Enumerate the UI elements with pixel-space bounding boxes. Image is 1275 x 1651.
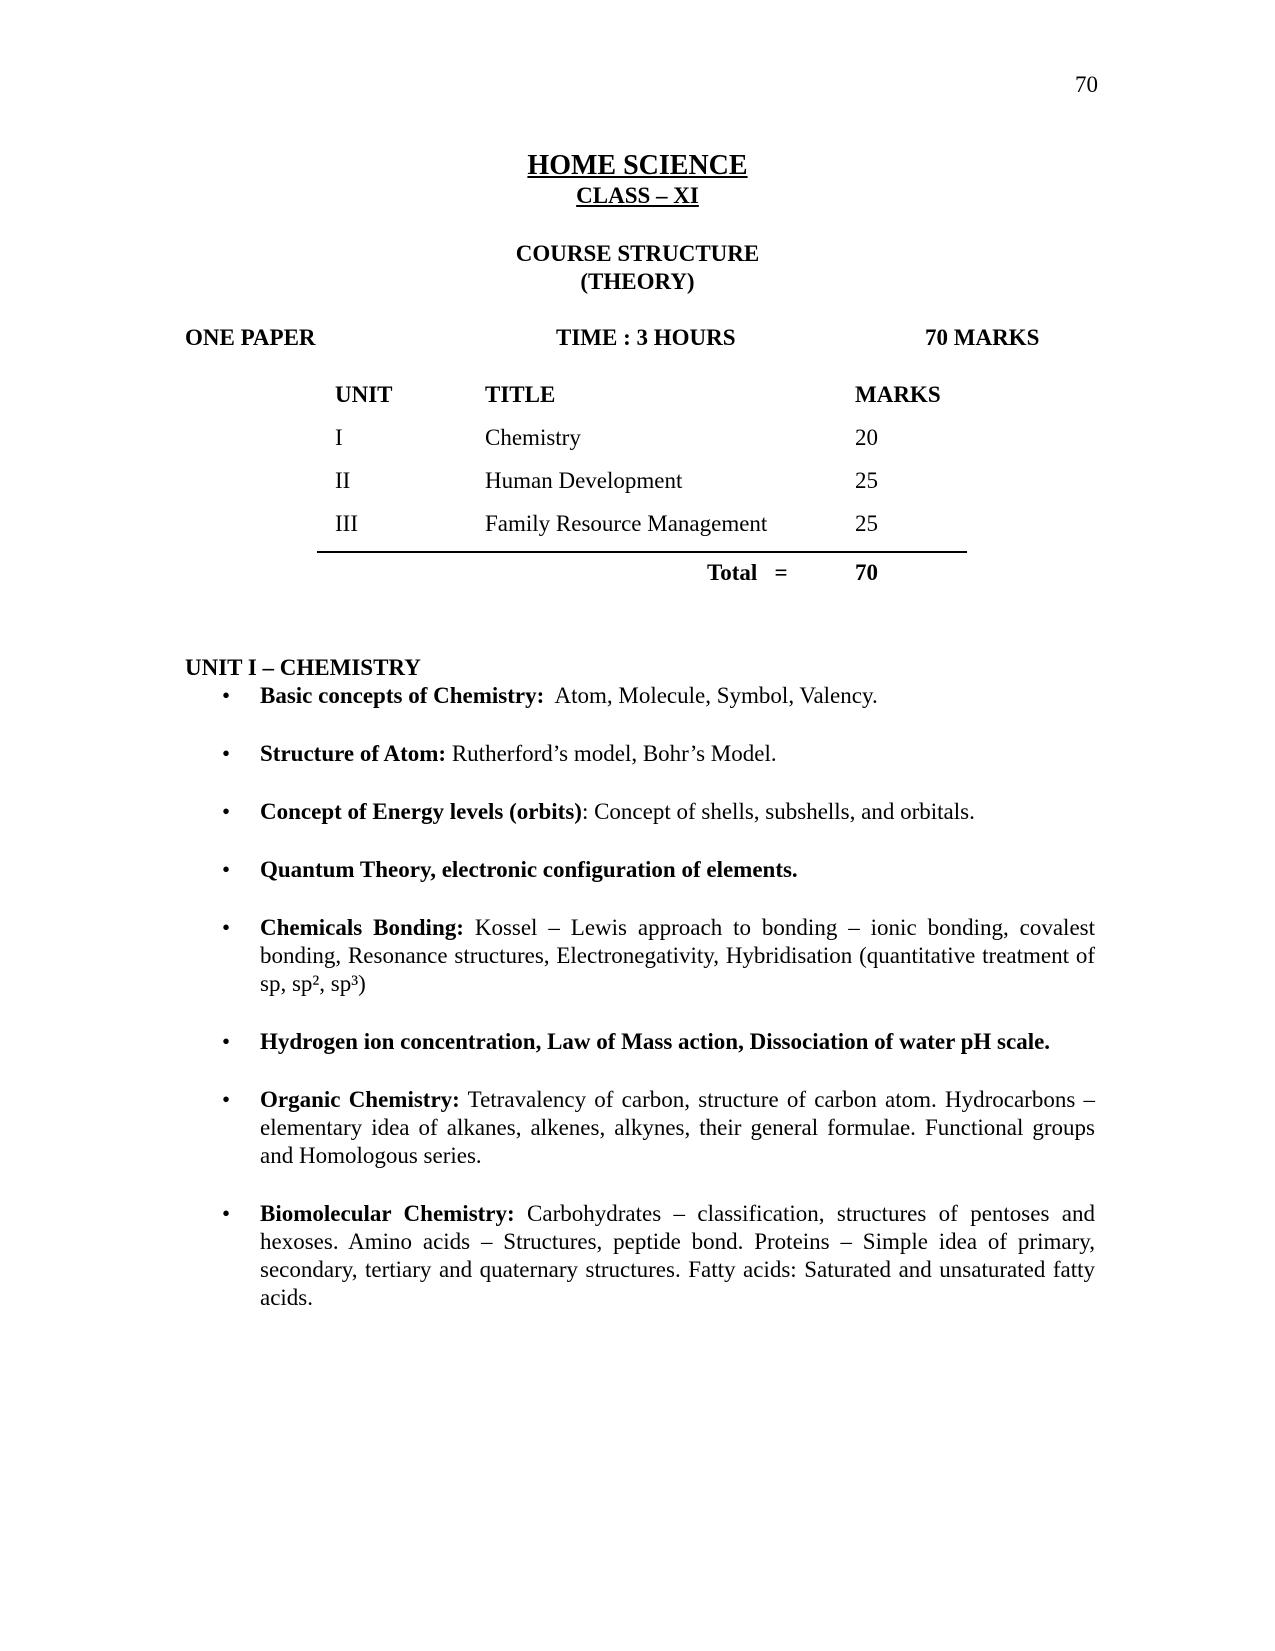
list-item	[218, 1200, 1095, 1312]
topic-heading: Concept of Energy levels (orbits)	[260, 799, 582, 824]
total-marks: 70 MARKS	[925, 325, 1040, 350]
list-item	[218, 1086, 1095, 1170]
topic-heading: Basic concepts of Chemistry:	[260, 683, 545, 708]
list-item	[218, 740, 1095, 768]
topic-text: : Concept of shells, subshells, and orbitals.	[581, 799, 975, 824]
marks-cell: 25	[855, 511, 878, 536]
page-number: 70	[1075, 72, 1098, 97]
topic-text: Kossel – Lewis approach to bonding – ionic bonding, covalest bonding, Resonance structures, Electronegativity, Hybridisation (quantitative treatment of sp, sp², sp³)	[260, 915, 1095, 996]
class-title: CLASS – XI	[576, 183, 699, 208]
list-item	[218, 856, 1095, 884]
table-row	[317, 468, 967, 511]
bullet-icon: •	[222, 683, 231, 708]
unit-cell: III	[335, 511, 358, 536]
bullet-icon: •	[222, 741, 231, 766]
list-item	[218, 682, 1095, 710]
title-cell: Human Development	[485, 468, 683, 493]
bullet-icon: •	[222, 1201, 231, 1226]
list-item	[218, 914, 1095, 998]
table-divider	[317, 551, 967, 553]
title-cell: Family Resource Management	[485, 511, 768, 536]
bullet-icon: •	[222, 915, 231, 940]
topic-text: Atom, Molecule, Symbol, Valency.	[544, 683, 878, 708]
topic-heading: Structure of Atom:	[260, 741, 447, 766]
marks-cell: 20	[855, 425, 878, 450]
unit-cell: II	[335, 468, 351, 493]
unit-cell: I	[335, 425, 343, 450]
topic-heading: Hydrogen ion concentration, Law of Mass action, Dissociation of water pH scale.	[260, 1029, 1051, 1054]
bullet-icon: •	[222, 799, 231, 824]
bullet-icon: •	[222, 1029, 231, 1054]
theory-label: (THEORY)	[580, 269, 695, 294]
column-header-marks: MARKS	[855, 382, 941, 407]
table-row	[317, 425, 967, 468]
unit-heading: UNIT I – CHEMISTRY	[185, 655, 421, 680]
column-header-title: TITLE	[485, 382, 556, 407]
total-label: Total =	[707, 560, 788, 585]
table-header-row	[317, 382, 967, 425]
document-title: HOME SCIENCE	[527, 150, 748, 181]
exam-time: TIME : 3 HOURS	[556, 325, 736, 350]
total-value: 70	[855, 560, 878, 585]
topic-heading: Chemicals Bonding:	[260, 915, 464, 940]
topic-text: Tetravalency of carbon, structure of carbon atom. Hydrocarbons – elementary idea of alkanes, alkenes, alkynes, their general formulae. Functional groups and Homologous series.	[260, 1087, 1095, 1168]
topic-text: Carbohydrates – classification, structures of pentoses and hexoses. Amino acids – Structures, peptide bond. Proteins – Simple idea of primary, secondary, tertiary and quaternary structures. Fatty acids: Saturated and unsaturated fatty acids.	[260, 1201, 1095, 1310]
topic-heading: Organic Chemistry:	[260, 1087, 460, 1112]
topic-heading: Biomolecular Chemistry:	[260, 1201, 515, 1226]
topic-heading: Quantum Theory, electronic configuration of elements.	[260, 857, 798, 882]
list-item	[218, 798, 1095, 826]
marks-cell: 25	[855, 468, 878, 493]
column-header-unit: UNIT	[335, 382, 393, 407]
list-item	[218, 1028, 1095, 1056]
course-structure-label: COURSE STRUCTURE	[515, 241, 760, 266]
marks-table	[317, 382, 967, 585]
topic-text: Rutherford’s model, Bohr’s Model.	[446, 741, 777, 766]
bullet-icon: •	[222, 1087, 231, 1112]
paper-count: ONE PAPER	[185, 325, 316, 350]
course-structure-heading	[0, 240, 1275, 296]
title-cell: Chemistry	[485, 425, 581, 450]
topic-list	[218, 682, 1095, 1342]
bullet-icon: •	[222, 857, 231, 882]
table-row	[317, 511, 967, 554]
